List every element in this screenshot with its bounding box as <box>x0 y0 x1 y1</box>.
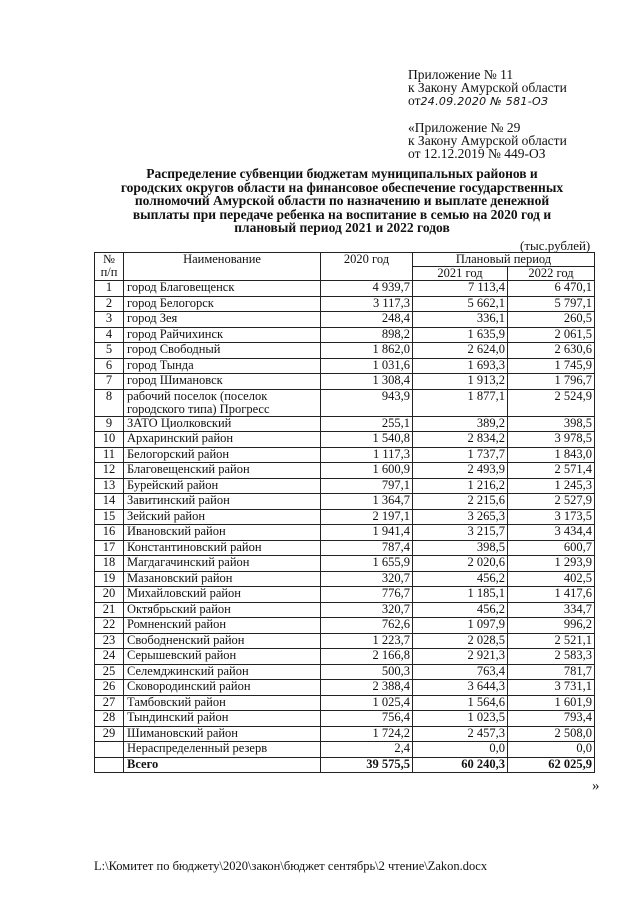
title-line: выплаты при передаче ребенка на воспитание в семью на 2020 год и <box>132 206 552 222</box>
row-name: город Шимановск <box>124 374 321 390</box>
table-row <box>95 571 595 587</box>
header-row <box>95 253 595 267</box>
row-value-2020: 4 939,7 <box>321 281 413 297</box>
row-number: 15 <box>95 509 124 525</box>
total-row <box>95 757 595 773</box>
row-value-2020: 2 388,4 <box>321 680 413 696</box>
row-value-2020: 320,7 <box>321 602 413 618</box>
row-value-2022: 996,2 <box>508 618 595 634</box>
row-value-2020: 248,4 <box>321 312 413 328</box>
row-value-2021: 2 921,3 <box>413 649 508 665</box>
row-name: город Белогорск <box>124 296 321 312</box>
row-value-2021: 389,2 <box>413 416 508 432</box>
previous-attachment-header <box>408 121 567 160</box>
row-value-2022: 2 630,6 <box>508 343 595 359</box>
row-value-2020: 1 308,4 <box>321 374 413 390</box>
row-value-2021: 2 457,3 <box>413 726 508 742</box>
row-value-2021: 1 097,9 <box>413 618 508 634</box>
row-name: Зейский район <box>124 509 321 525</box>
table-row <box>95 525 595 541</box>
row-value-2020: 943,9 <box>321 389 413 416</box>
attachment-header <box>408 68 567 108</box>
row-value-2020: 797,1 <box>321 478 413 494</box>
row-number: 26 <box>95 680 124 696</box>
row-value-2021: 2 215,6 <box>413 494 508 510</box>
row-value-2020: 1 862,0 <box>321 343 413 359</box>
title-line: Распределение субвенции бюджетам муниципальных районов и <box>146 166 538 181</box>
row-value-2021: 1 737,7 <box>413 447 508 463</box>
table-row <box>95 711 595 727</box>
table-row <box>95 389 595 416</box>
row-value-2020: 1 117,3 <box>321 447 413 463</box>
row-number: 14 <box>95 494 124 510</box>
table-row <box>95 374 595 390</box>
table-row <box>95 343 595 359</box>
row-value-2020: 1 655,9 <box>321 556 413 572</box>
closing-quote: » <box>592 778 600 794</box>
table-row <box>95 447 595 463</box>
header-name: Наименование <box>124 253 321 281</box>
row-value-2022: 1 796,7 <box>508 374 595 390</box>
row-value-2022: 1 601,9 <box>508 695 595 711</box>
row-value-2021: 2 834,2 <box>413 432 508 448</box>
table-row <box>95 556 595 572</box>
row-value-2020: 1 724,2 <box>321 726 413 742</box>
row-value-2022: 3 173,5 <box>508 509 595 525</box>
subvention-table <box>94 252 595 773</box>
row-name: Тамбовский район <box>124 695 321 711</box>
row-value-2022: 2 061,5 <box>508 327 595 343</box>
header-planned-period: Плановый период <box>413 253 595 267</box>
row-value-2020: 762,6 <box>321 618 413 634</box>
row-value-2022: 3 978,5 <box>508 432 595 448</box>
row-name: ЗАТО Циолковский <box>124 416 321 432</box>
header-2021: 2021 год <box>413 267 508 281</box>
row-name: Магдагачинский район <box>124 556 321 572</box>
handwritten-date-number: 24.09.2020 № 581-ОЗ <box>420 95 549 108</box>
row-value-2022: 3 434,4 <box>508 525 595 541</box>
row-value-2021: 1 185,1 <box>413 587 508 603</box>
table-row <box>95 478 595 494</box>
row-name: Селемджинский район <box>124 664 321 680</box>
table-row <box>95 587 595 603</box>
table-row <box>95 358 595 374</box>
row-value-2022: 334,7 <box>508 602 595 618</box>
units-label: (тыс.рублей) <box>520 238 591 253</box>
row-number: 20 <box>95 587 124 603</box>
row-value-2021: 398,5 <box>413 540 508 556</box>
row-value-2022: 402,5 <box>508 571 595 587</box>
row-value-2021: 1 564,6 <box>413 695 508 711</box>
row-value-2020: 787,4 <box>321 540 413 556</box>
total-2021: 60 240,3 <box>413 757 508 773</box>
row-value-2020: 2 197,1 <box>321 509 413 525</box>
header-2020: 2020 год <box>321 253 413 281</box>
row-number: 25 <box>95 664 124 680</box>
row-name: Ивановский район <box>124 525 321 541</box>
row-value-2021: 763,4 <box>413 664 508 680</box>
row-value-2020: 3 117,3 <box>321 296 413 312</box>
row-value-2022: 2 527,9 <box>508 494 595 510</box>
row-number: 5 <box>95 343 124 359</box>
row-value-2021: 5 662,1 <box>413 296 508 312</box>
row-value-2021: 456,2 <box>413 602 508 618</box>
table-row <box>95 416 595 432</box>
row-value-2021: 2 020,6 <box>413 556 508 572</box>
title-line: полномочий Амурской области по назначению и выплате денежной <box>134 193 550 208</box>
table-row <box>95 281 595 297</box>
table-row <box>95 432 595 448</box>
row-value-2020: 1 223,7 <box>321 633 413 649</box>
row-number: 23 <box>95 633 124 649</box>
row-name: Свободненский район <box>124 633 321 649</box>
row-name: город Свободный <box>124 343 321 359</box>
table-row <box>95 680 595 696</box>
row-value-2022: 2 508,0 <box>508 726 595 742</box>
attachment-number: Приложение № 11 <box>408 67 514 82</box>
table-row <box>95 312 595 328</box>
row-value-2021: 1 023,5 <box>413 711 508 727</box>
prev-attachment-law: к Закону Амурской области <box>408 133 567 148</box>
row-value-2020: 898,2 <box>321 327 413 343</box>
row-number: 4 <box>95 327 124 343</box>
table-row <box>95 649 595 665</box>
row-value-2020: 500,3 <box>321 664 413 680</box>
table-row <box>95 327 595 343</box>
table-row <box>95 664 595 680</box>
row-name: Благовещенский район <box>124 463 321 479</box>
row-number: 6 <box>95 358 124 374</box>
row-name: Константиновский район <box>124 540 321 556</box>
table-row <box>95 742 595 758</box>
row-value-2022: 793,4 <box>508 711 595 727</box>
row-name: Шимановский район <box>124 726 321 742</box>
table-row <box>95 296 595 312</box>
row-number: 21 <box>95 602 124 618</box>
row-number: 2 <box>95 296 124 312</box>
row-number: 12 <box>95 463 124 479</box>
row-value-2021: 2 624,0 <box>413 343 508 359</box>
document-title <box>92 167 592 235</box>
table-row <box>95 509 595 525</box>
row-value-2022: 2 583,3 <box>508 649 595 665</box>
row-name: Нераспределенный резерв <box>124 742 321 758</box>
row-number: 1 <box>95 281 124 297</box>
table-row <box>95 494 595 510</box>
footer-file-path: L:\Комитет по бюджету\2020\закон\бюджет сентябрь\2 чтение\Zakon.docx <box>94 859 488 873</box>
attachment-date: от24.09.2020 № 581-ОЗ <box>408 93 549 108</box>
row-value-2021: 3 265,3 <box>413 509 508 525</box>
title-line: плановый период 2021 и 2022 годов <box>234 220 450 235</box>
table-row <box>95 463 595 479</box>
row-value-2022: 1 293,9 <box>508 556 595 572</box>
row-value-2020: 2,4 <box>321 742 413 758</box>
row-name: Тындинский район <box>124 711 321 727</box>
row-value-2022: 3 731,1 <box>508 680 595 696</box>
row-number: 7 <box>95 374 124 390</box>
total-label: Всего <box>124 757 321 773</box>
row-value-2020: 2 166,8 <box>321 649 413 665</box>
row-value-2020: 1 031,6 <box>321 358 413 374</box>
row-number: 27 <box>95 695 124 711</box>
row-value-2021: 3 215,7 <box>413 525 508 541</box>
row-number: 24 <box>95 649 124 665</box>
row-value-2022: 600,7 <box>508 540 595 556</box>
row-value-2022: 2 524,9 <box>508 389 595 416</box>
row-name: Серышевский район <box>124 649 321 665</box>
table-row <box>95 602 595 618</box>
row-value-2020: 1 025,4 <box>321 695 413 711</box>
row-value-2020: 255,1 <box>321 416 413 432</box>
row-name: город Тында <box>124 358 321 374</box>
row-value-2021: 1 913,2 <box>413 374 508 390</box>
row-value-2022: 0,0 <box>508 742 595 758</box>
row-value-2021: 336,1 <box>413 312 508 328</box>
row-value-2020: 1 364,7 <box>321 494 413 510</box>
row-value-2022: 1 245,3 <box>508 478 595 494</box>
row-name: Октябрьский район <box>124 602 321 618</box>
row-value-2022: 1 843,0 <box>508 447 595 463</box>
row-value-2022: 398,5 <box>508 416 595 432</box>
row-value-2021: 0,0 <box>413 742 508 758</box>
title-line: городских округов области на финансовое обеспечение государственных <box>120 179 564 195</box>
row-value-2021: 1 635,9 <box>413 327 508 343</box>
row-value-2021: 456,2 <box>413 571 508 587</box>
row-name: Мазановский район <box>124 571 321 587</box>
attachment-law: к Закону Амурской области <box>408 80 567 95</box>
row-number: 28 <box>95 711 124 727</box>
row-number <box>95 742 124 758</box>
row-name: Бурейский район <box>124 478 321 494</box>
row-number: 19 <box>95 571 124 587</box>
row-number: 11 <box>95 447 124 463</box>
table-row <box>95 540 595 556</box>
row-value-2021: 1 693,3 <box>413 358 508 374</box>
table-body <box>95 281 595 773</box>
row-number: 16 <box>95 525 124 541</box>
row-name: рабочий поселок (поселок городского типа) Прогресс <box>124 389 321 416</box>
total-num-cell <box>95 757 124 773</box>
row-name: Сковородинский район <box>124 680 321 696</box>
row-value-2021: 2 493,9 <box>413 463 508 479</box>
row-value-2022: 1 745,9 <box>508 358 595 374</box>
total-2020: 39 575,5 <box>321 757 413 773</box>
row-value-2021: 1 877,1 <box>413 389 508 416</box>
header-num: № п/п <box>95 253 124 281</box>
row-value-2021: 3 644,3 <box>413 680 508 696</box>
row-value-2020: 1 941,4 <box>321 525 413 541</box>
table-row <box>95 633 595 649</box>
row-value-2020: 756,4 <box>321 711 413 727</box>
table-row <box>95 726 595 742</box>
row-number: 9 <box>95 416 124 432</box>
row-name: город Райчихинск <box>124 327 321 343</box>
row-value-2021: 2 028,5 <box>413 633 508 649</box>
row-name: город Зея <box>124 312 321 328</box>
row-value-2020: 1 600,9 <box>321 463 413 479</box>
row-name: Михайловский район <box>124 587 321 603</box>
row-value-2020: 776,7 <box>321 587 413 603</box>
table-row <box>95 618 595 634</box>
row-number: 10 <box>95 432 124 448</box>
row-value-2021: 1 216,2 <box>413 478 508 494</box>
prev-attachment-number: «Приложение № 29 <box>408 120 521 135</box>
row-name: город Благовещенск <box>124 281 321 297</box>
row-value-2022: 2 571,4 <box>508 463 595 479</box>
row-value-2022: 2 521,1 <box>508 633 595 649</box>
row-value-2021: 7 113,4 <box>413 281 508 297</box>
row-value-2022: 1 417,6 <box>508 587 595 603</box>
row-number: 17 <box>95 540 124 556</box>
row-name: Архаринский район <box>124 432 321 448</box>
row-number: 22 <box>95 618 124 634</box>
row-number: 13 <box>95 478 124 494</box>
row-name: Завитинский район <box>124 494 321 510</box>
row-value-2022: 260,5 <box>508 312 595 328</box>
row-number: 8 <box>95 389 124 416</box>
row-number: 29 <box>95 726 124 742</box>
row-value-2020: 1 540,8 <box>321 432 413 448</box>
table-row <box>95 695 595 711</box>
row-name: Белогорский район <box>124 447 321 463</box>
row-value-2022: 781,7 <box>508 664 595 680</box>
row-value-2020: 320,7 <box>321 571 413 587</box>
row-number: 3 <box>95 312 124 328</box>
total-2022: 62 025,9 <box>508 757 595 773</box>
row-value-2022: 6 470,1 <box>508 281 595 297</box>
header-2022: 2022 год <box>508 267 595 281</box>
row-name: Ромненский район <box>124 618 321 634</box>
row-number: 18 <box>95 556 124 572</box>
prev-attachment-date: от 12.12.2019 № 449-ОЗ <box>408 146 546 161</box>
row-value-2022: 5 797,1 <box>508 296 595 312</box>
